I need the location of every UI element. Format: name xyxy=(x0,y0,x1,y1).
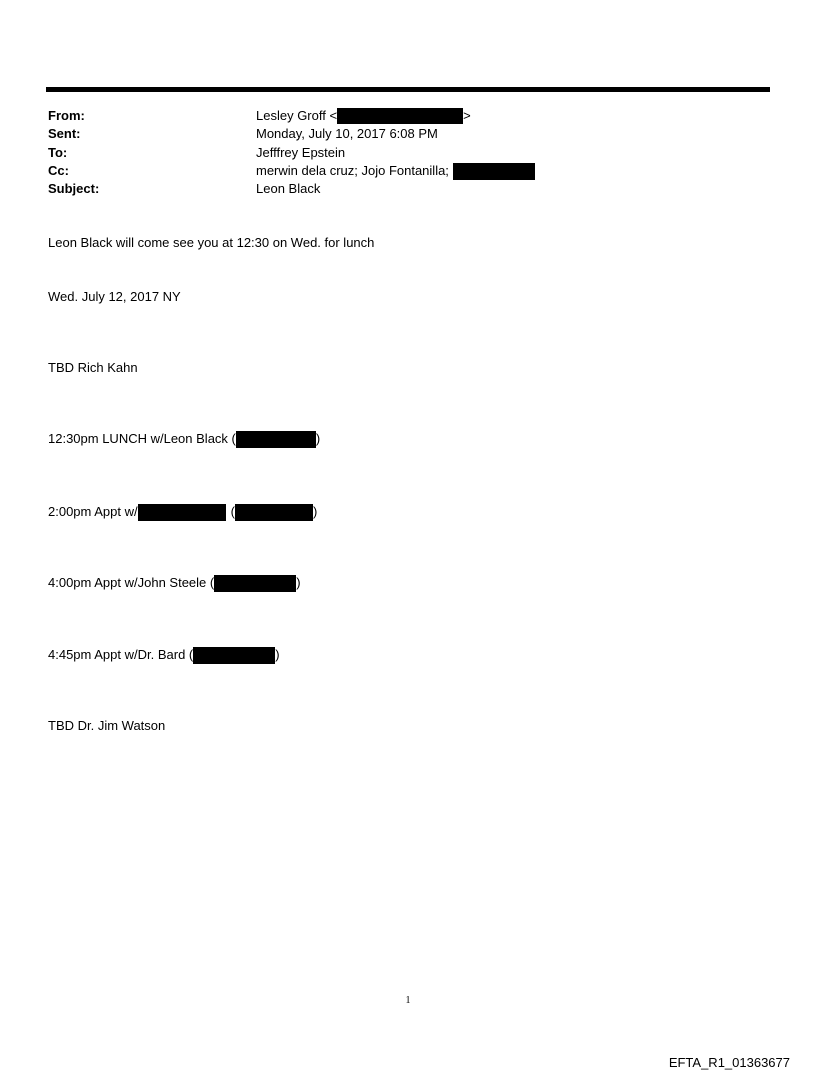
to-row xyxy=(48,144,748,162)
subject-row xyxy=(48,180,748,198)
close-paren: ) xyxy=(296,575,301,590)
redaction-box xyxy=(138,504,226,521)
schedule-item-text: 4:00pm Appt w/John Steele ( xyxy=(48,575,215,590)
cc-value xyxy=(256,162,535,180)
schedule-item-text: 4:45pm Appt w/Dr. Bard ( xyxy=(48,647,194,662)
from-label: From: xyxy=(48,108,85,123)
close-paren: ) xyxy=(315,431,321,446)
close-paren: ) xyxy=(312,504,318,519)
cc-label: Cc: xyxy=(48,163,69,178)
redaction-box xyxy=(236,431,316,448)
page-number: 1 xyxy=(405,995,411,1006)
schedule-item-2pm-appt xyxy=(48,503,317,521)
to-value: Jefffrey Epstein xyxy=(256,145,346,160)
sent-value: Monday, July 10, 2017 6:08 PM xyxy=(256,126,438,141)
sent-label: Sent: xyxy=(48,126,81,141)
body-intro: Leon Black will come see you at 12:30 on Wed. for lunch xyxy=(48,235,375,250)
close-paren: ) xyxy=(275,647,280,662)
from-value xyxy=(256,107,471,125)
subject-label: Subject: xyxy=(48,181,100,196)
from-name: Lesley Groff < xyxy=(256,108,338,123)
sent-row xyxy=(48,125,748,143)
schedule-date: Wed. July 12, 2017 NY xyxy=(48,289,181,304)
redaction-box xyxy=(453,163,535,180)
from-close-bracket: > xyxy=(463,108,471,123)
to-label: To: xyxy=(48,145,68,160)
redaction-box xyxy=(235,504,313,521)
cc-row xyxy=(48,162,748,180)
schedule-item-dr-bard xyxy=(48,646,280,664)
header-divider-rule xyxy=(46,87,770,92)
open-paren: ( xyxy=(230,504,235,519)
schedule-item-text: 12:30pm LUNCH w/Leon Black ( xyxy=(48,431,236,446)
from-row xyxy=(48,107,748,125)
redaction-box xyxy=(193,647,275,664)
redaction-box xyxy=(214,575,296,592)
cc-names: merwin dela cruz; Jojo Fontanilla; xyxy=(256,163,449,178)
schedule-item-rich-kahn: TBD Rich Kahn xyxy=(48,360,138,375)
schedule-item-lunch xyxy=(48,430,320,448)
schedule-item-text: 2:00pm Appt w/ xyxy=(48,504,138,519)
subject-value: Leon Black xyxy=(256,181,321,196)
bates-number: EFTA_R1_01363677 xyxy=(668,1055,790,1070)
schedule-item-john-steele xyxy=(48,574,301,592)
redaction-box xyxy=(337,108,463,124)
schedule-item-jim-watson: TBD Dr. Jim Watson xyxy=(48,718,166,733)
